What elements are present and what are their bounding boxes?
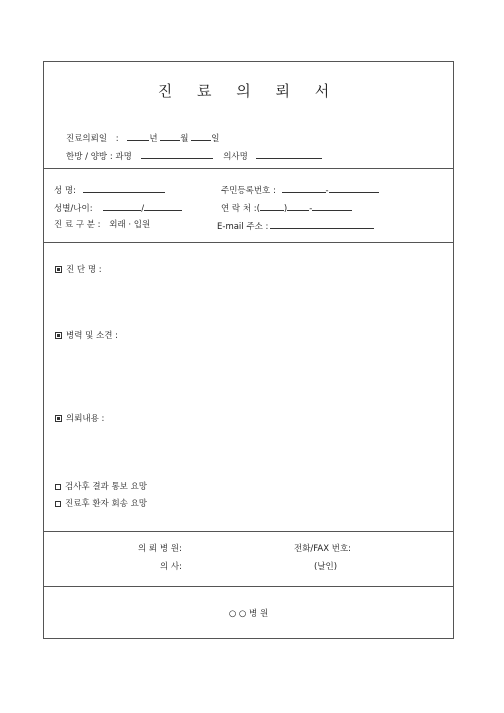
phone-fax-label: 전화/FAX 번호: — [294, 544, 352, 554]
name-field[interactable] — [83, 184, 165, 193]
request-date-row — [66, 132, 219, 145]
clinical-section — [44, 243, 453, 532]
email-field[interactable] — [270, 220, 374, 229]
request-date-colon: : — [115, 134, 119, 144]
history-label: 병력 및 소견 : — [66, 331, 119, 341]
contact-dash: - — [309, 204, 313, 214]
history-bullet-icon — [55, 332, 62, 339]
age-field[interactable] — [144, 202, 182, 211]
diagnosis-label: 진 단 명 : — [66, 265, 102, 275]
rrn-row — [221, 184, 379, 197]
patient-section — [44, 169, 453, 243]
day-label: 일 — [211, 134, 220, 144]
visit-type-label: 진 료 구 분 : — [54, 220, 101, 230]
sex-field[interactable] — [103, 202, 141, 211]
form-title: 진 료 의 뢰 서 — [157, 82, 340, 100]
dept-type-label: 한방 / 양방 : 과명 — [66, 152, 132, 162]
referral-form — [43, 61, 454, 639]
sex-age-label: 성별/나이: — [54, 204, 93, 214]
check-return-row[interactable] — [55, 499, 147, 510]
year-label: 년 — [149, 134, 158, 144]
name-row — [54, 184, 165, 197]
check-result-checkbox[interactable] — [55, 484, 61, 490]
header-section — [44, 62, 453, 169]
email-label: E-mail 주소 : — [217, 222, 269, 232]
month-field[interactable] — [160, 132, 180, 141]
contact-paren: ) — [283, 204, 288, 214]
request-bullet-icon — [55, 415, 62, 422]
hospital-section — [44, 587, 453, 639]
seal-label: (날인) — [314, 562, 338, 572]
day-field[interactable] — [191, 132, 211, 141]
hospital-name: ○ ○ 병 원 — [228, 609, 269, 619]
request-date-label: 진료의뢰일 — [66, 134, 108, 144]
rrn-dash: - — [325, 186, 329, 196]
contact-label: 연 락 처 :( — [221, 204, 260, 214]
dept-field[interactable] — [141, 150, 213, 159]
request-row — [55, 414, 104, 425]
month-label: 월 — [180, 134, 189, 144]
visit-type-options[interactable]: 외래 · 입원 — [109, 220, 151, 230]
email-row — [217, 220, 374, 233]
sex-age-slash: / — [141, 204, 145, 214]
referring-doctor-label: 의 사: — [160, 562, 182, 572]
check-return-label: 진료후 환자 회송 요망 — [65, 499, 148, 509]
doctor-name-field[interactable] — [256, 150, 322, 159]
name-label: 성 명: — [54, 186, 76, 196]
diagnosis-row — [55, 265, 102, 276]
hospital-label: 의 뢰 병 원: — [138, 544, 182, 554]
check-result-label: 검사후 결과 통보 요망 — [65, 482, 148, 492]
year-field[interactable] — [127, 132, 149, 141]
history-row — [55, 331, 118, 342]
visit-type-row — [54, 220, 150, 231]
contact-area-field[interactable] — [260, 202, 284, 211]
dept-row — [66, 150, 322, 163]
signature-section — [44, 532, 453, 587]
doctor-name-label: 의사명 — [223, 152, 248, 162]
contact-row — [221, 202, 352, 215]
rrn-back-field[interactable] — [329, 184, 379, 193]
check-result-row[interactable] — [55, 482, 147, 493]
diagnosis-bullet-icon — [55, 266, 62, 273]
contact-mid-field[interactable] — [287, 202, 309, 211]
sex-age-row — [54, 202, 182, 215]
rrn-front-field[interactable] — [282, 184, 326, 193]
contact-last-field[interactable] — [312, 202, 352, 211]
rrn-label: 주민등록번호 : — [221, 186, 276, 196]
check-return-checkbox[interactable] — [55, 501, 61, 507]
request-label: 의뢰내용 : — [66, 414, 105, 424]
